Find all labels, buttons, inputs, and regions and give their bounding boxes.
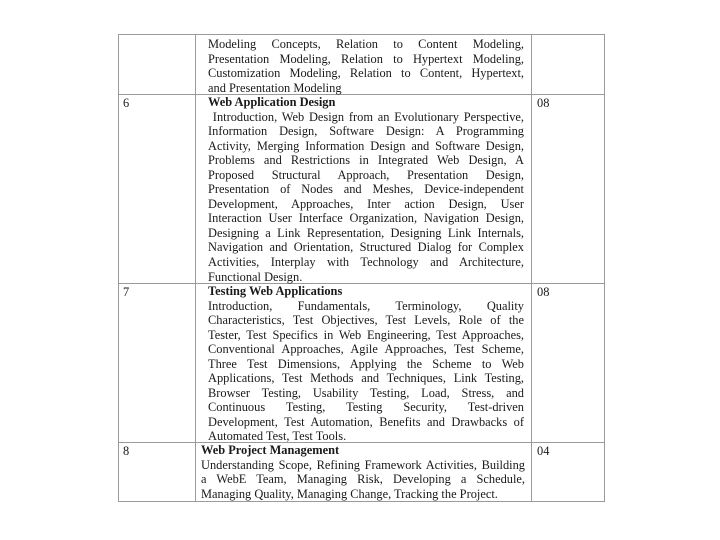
content-line: Tester, Test Specifics in Web Engineering, Test Approaches,	[208, 327, 524, 342]
content-line: Information Design, Software Design: A Programming	[208, 124, 524, 139]
row-8-hours: 04	[537, 444, 550, 458]
content-line: Three Test Dimensions, Applying the Scheme to Web	[208, 356, 524, 371]
row-6-number: 6	[123, 96, 130, 110]
row-0-content	[208, 37, 524, 95]
content-line: Browser Testing, Usability Testing, Load, Stress, and	[208, 385, 524, 400]
content-line: Presentation Modeling, Relation to Hypertext Modeling,	[208, 51, 524, 66]
content-line: Introduction, Web Design from an Evolutionary Perspective,	[208, 109, 524, 124]
content-line: Introduction, Fundamentals, Terminology, Quality	[208, 298, 524, 313]
row-6-hours: 08	[537, 96, 550, 110]
content-line: Navigation and Orientation, Structured Dialog for Complex	[208, 240, 524, 255]
table-border-top	[118, 34, 605, 35]
content-line: Managing Quality, Managing Change, Tracking the Project.	[201, 486, 498, 501]
content-line: Modeling Concepts, Relation to Content Modeling,	[208, 37, 524, 51]
module-title: Web Project Management	[201, 443, 340, 457]
row-7-number: 7	[123, 285, 130, 299]
table-border-left	[118, 34, 119, 502]
content-line: a WebE Team, Managing Risk, Developing a Schedule,	[201, 472, 525, 487]
content-line: Understanding Scope, Refining Framework Activities, Building	[201, 457, 525, 472]
content-line: Activities, Interplay with Technology and Architecture,	[208, 255, 524, 270]
row-6-content	[208, 95, 524, 284]
content-line: Conventional Approaches, Agile Approaches, Test Scheme,	[208, 342, 524, 357]
content-line: Development, Approaches, Inter action Design, User	[208, 196, 524, 211]
content-line: Functional Design.	[208, 269, 303, 284]
content-line: Activity, Merging Information Design and Software Design,	[208, 138, 524, 153]
row-8-content	[201, 443, 525, 501]
table-border-right	[604, 34, 605, 502]
content-line: Customization Modeling, Relation to Content, Hypertext,	[208, 66, 524, 81]
table-divider-2	[531, 34, 532, 502]
row-7-content	[208, 284, 524, 444]
content-line: Designing a Link Representation, Designing Link Internals,	[208, 225, 524, 240]
content-line: Proposed Structural Approach, Presentation Design,	[208, 167, 524, 182]
content-line: Automated Test, Test Tools.	[208, 429, 347, 444]
row-8-number: 8	[123, 444, 130, 458]
content-line: Problems and Restrictions in Integrated Web Design, A	[208, 153, 524, 168]
content-line: Characteristics, Test Objectives, Test Levels, Role of the	[208, 313, 524, 328]
content-line: Continuous Testing, Testing Security, Test-driven	[208, 400, 524, 415]
content-line: Development, Test Automation, Benefits and Drawbacks of	[208, 414, 524, 429]
content-line: Presentation of Nodes and Meshes, Device-independent	[208, 182, 524, 197]
row-7-hours: 08	[537, 285, 550, 299]
content-line: Applications, Test Methods and Techniques, Link Testing,	[208, 371, 524, 386]
content-line: and Presentation Modeling	[208, 80, 342, 95]
module-title: Web Application Design	[208, 95, 336, 109]
content-line: Interaction User Interface Organization, Navigation Design,	[208, 211, 524, 226]
module-title: Testing Web Applications	[208, 284, 343, 298]
table-divider-1	[195, 34, 196, 502]
